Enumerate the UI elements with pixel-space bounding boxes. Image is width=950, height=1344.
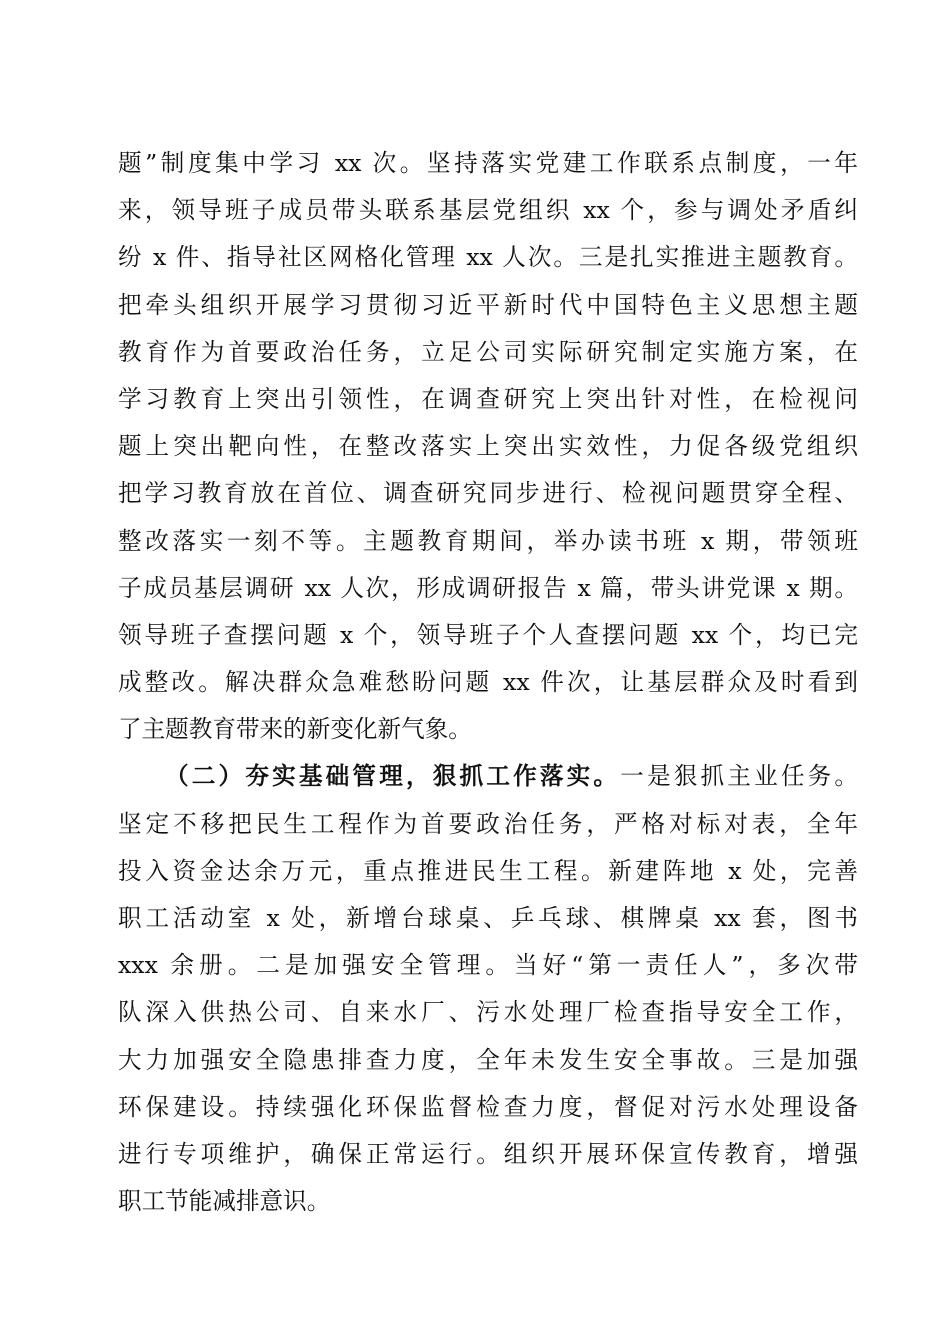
paragraph-2 — [118, 753, 858, 1225]
text-line: 把牵头组织开展学习贯彻习近平新时代中国特色主义思想主题 — [118, 290, 858, 319]
text-line: 纷 x 件、指导社区网格化管理 xx 人次。三是扎实推进主题教育。 — [118, 243, 858, 272]
text-line: 教育作为首要政治任务，立足公司实际研究制定实施方案，在 — [118, 337, 858, 366]
text-line: 学习教育上突出引领性，在调查研究上突出针对性，在检视问 — [118, 384, 858, 413]
text-line: 题上突出靶向性，在整改落实上突出实效性，力促各级党组织 — [118, 432, 858, 461]
text-line: 把学习教育放在首位、调查研究同步进行、检视问题贯穿全程、 — [118, 479, 858, 508]
text-line: 队深入供热公司、自来水厂、污水处理厂检查指导安全工作， — [118, 998, 858, 1027]
paragraph-1 — [118, 140, 858, 753]
text-line: 来，领导班子成员带头联系基层党组织 xx 个，参与调处矛盾纠 — [118, 196, 858, 225]
text-run: 一是狠抓主业任务。 — [620, 762, 858, 791]
text-line: 职工活动室 x 处，新增台球桌、乒乓球、棋牌桌 xx 套，图书 — [118, 904, 858, 932]
text-line: 坚定不移把民生工程作为首要政治任务，严格对标对表，全年 — [118, 809, 858, 838]
section-heading: （二）夯实基础管理，狠抓工作落实。 — [165, 762, 621, 791]
text-line: xxx 余册。二是加强安全管理。当好“第一责任人”，多次带 — [118, 951, 858, 980]
text-line: 子成员基层调研 xx 人次，形成调研报告 x 篇，带头讲党课 x 期。 — [118, 573, 858, 602]
text-line: 大力加强安全隐患排查力度，全年未发生安全事故。三是加强 — [118, 1045, 858, 1074]
text-line: 领导班子查摆问题 x 个，领导班子个人查摆问题 xx 个，均已完 — [118, 620, 858, 649]
text-line: 整改落实一刻不等。主题教育期间，举办读书班 x 期，带领班 — [118, 526, 858, 555]
text-line: 环保建设。持续强化环保监督检查力度，督促对污水处理设备 — [118, 1092, 858, 1121]
text-line: 进行专项维护，确保正常运行。组织开展环保宣传教育，增强 — [118, 1139, 858, 1168]
text-line: 职工节能减排意识。 — [118, 1187, 331, 1216]
section-heading-line — [118, 753, 858, 800]
document-body — [118, 140, 858, 1225]
text-line: 题”制度集中学习 xx 次。坚持落实党建工作联系点制度，一年 — [118, 149, 858, 177]
text-line: 了主题教育带来的新变化新气象。 — [118, 715, 472, 744]
text-line: 成整改。解决群众急难愁盼问题 xx 件次，让基层群众及时看到 — [118, 668, 858, 697]
text-line: 投入资金达余万元，重点推进民生工程。新建阵地 x 处，完善 — [118, 856, 858, 885]
